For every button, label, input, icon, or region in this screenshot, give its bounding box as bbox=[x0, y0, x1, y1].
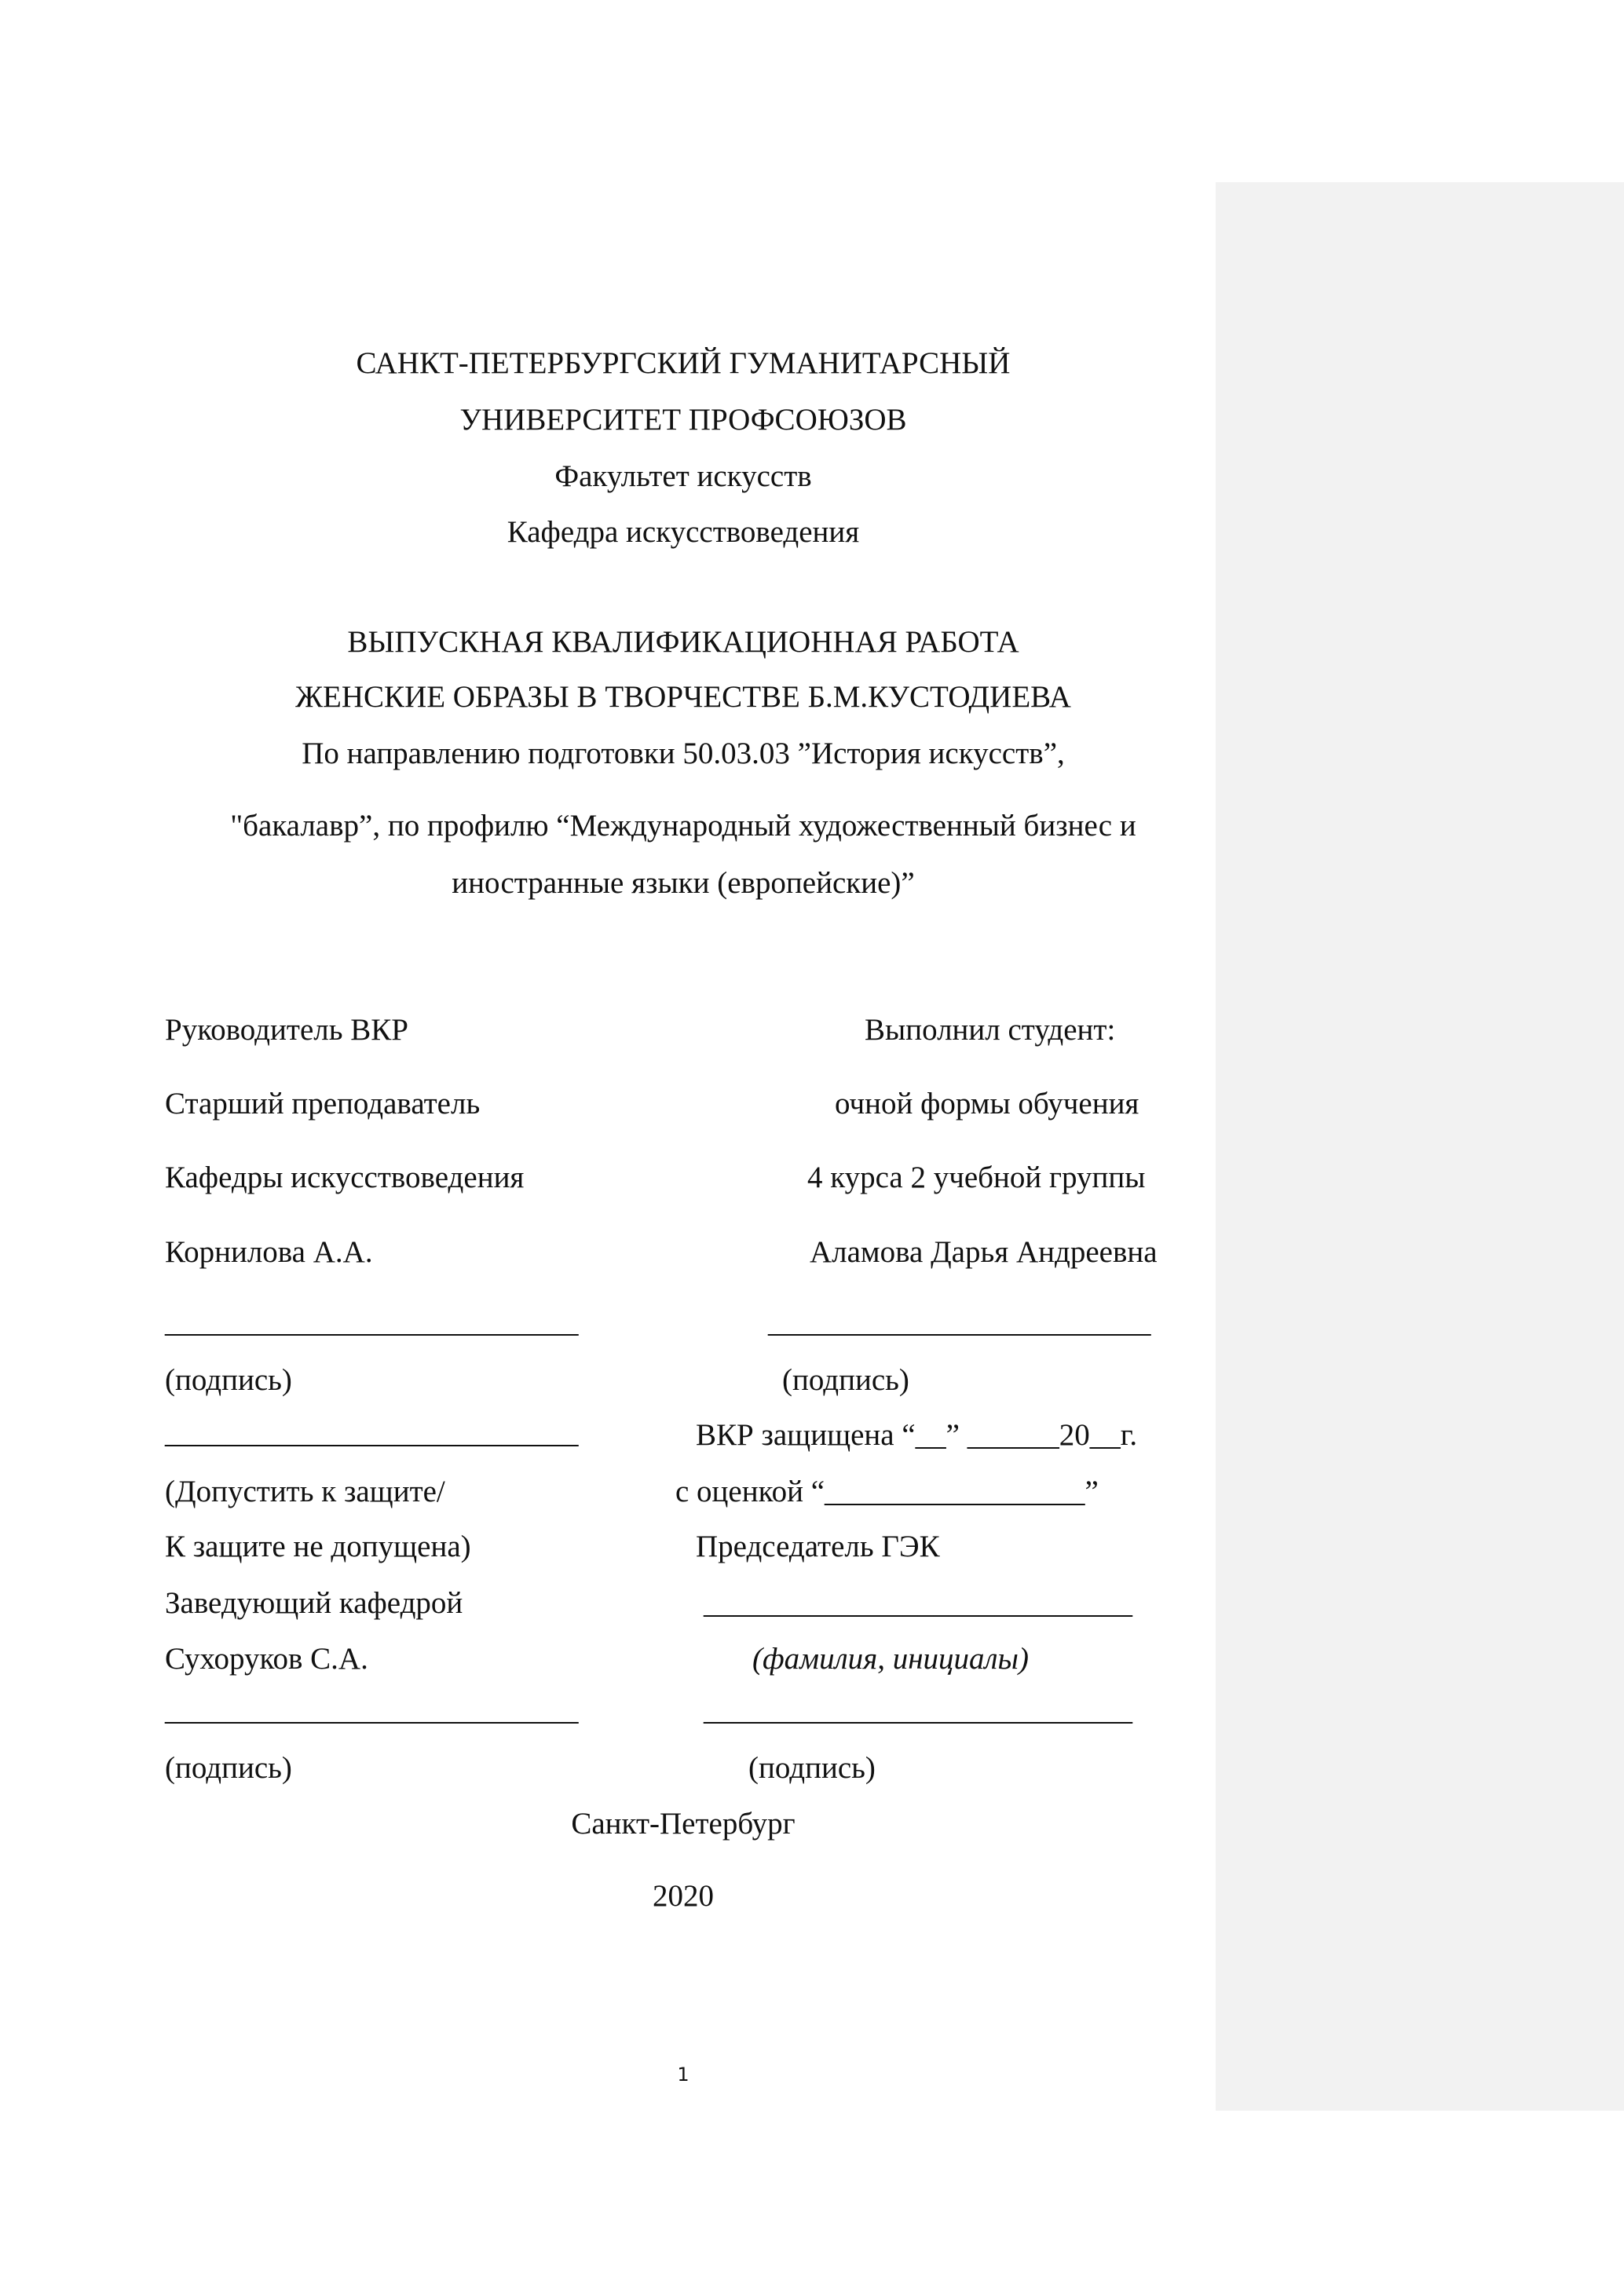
defense-chair-label: Председатель ГЭК bbox=[696, 1530, 940, 1563]
department-name: Кафедра искусствоведения bbox=[507, 515, 860, 549]
head-of-department-signature-label: (подпись) bbox=[165, 1751, 292, 1785]
admission-status-line1: (Допустить к защите/ bbox=[165, 1475, 445, 1508]
student-course-group: 4 курса 2 учебной группы bbox=[807, 1161, 1146, 1194]
defense-chair-signature-line: ____________________________ bbox=[704, 1693, 1132, 1727]
defense-protected-date: ВКР защищена “__” ______20__г. bbox=[696, 1418, 1138, 1452]
head-of-department-label: Заведующий кафедрой bbox=[165, 1586, 463, 1620]
defense-grade: с оценкой “_________________” bbox=[675, 1475, 1099, 1508]
page-number: 1 bbox=[677, 2064, 689, 2086]
student-signature-line: _________________________ bbox=[768, 1305, 1151, 1339]
head-of-department-name: Сухоруков С.А. bbox=[165, 1642, 368, 1676]
supervisor-signature-label: (подпись) bbox=[165, 1363, 292, 1397]
study-direction: По направлению подготовки 50.03.03 ”История искусств”, bbox=[302, 737, 1065, 770]
city: Санкт-Петербург bbox=[571, 1807, 796, 1841]
study-profile-line1: "бакалавр”, по профилю “Международный художественный бизнес и bbox=[230, 809, 1136, 843]
university-name-line2: УНИВЕРСИТЕТ ПРОФСОЮЗОВ bbox=[459, 403, 907, 437]
student-signature-label: (подпись) bbox=[782, 1363, 909, 1397]
admission-status-line2: К защите не допущена) bbox=[165, 1530, 471, 1563]
work-type: ВЫПУСКНАЯ КВАЛИФИКАЦИОННАЯ РАБОТА bbox=[347, 625, 1019, 659]
supervisor-label: Руководитель ВКР bbox=[165, 1013, 408, 1047]
head-of-department-signature-line: ___________________________ bbox=[165, 1693, 579, 1727]
supervisor-name: Корнилова А.А. bbox=[165, 1235, 373, 1269]
university-name-line1: САНКТ-ПЕТЕРБУРГСКИЙ ГУМАНИТАРСНЫЙ bbox=[356, 346, 1011, 380]
defense-chair-hint: (фамилия, инициалы) bbox=[752, 1642, 1029, 1676]
study-profile-line2: иностранные языки (европейские)” bbox=[452, 866, 915, 900]
faculty-name: Факультет искусств bbox=[554, 459, 812, 493]
admission-signature-line: ___________________________ bbox=[165, 1416, 579, 1450]
supervisor-position: Старший преподаватель bbox=[165, 1087, 481, 1121]
supervisor-signature-line: ___________________________ bbox=[165, 1305, 579, 1339]
defense-chair-signature-label: (подпись) bbox=[748, 1751, 876, 1785]
student-study-form: очной формы обучения bbox=[835, 1087, 1139, 1121]
defense-chair-line: ____________________________ bbox=[704, 1586, 1132, 1620]
work-title: ЖЕНСКИЕ ОБРАЗЫ В ТВОРЧЕСТВЕ Б.М.КУСТОДИЕВА bbox=[295, 680, 1071, 714]
year: 2020 bbox=[653, 1879, 714, 1913]
supervisor-department: Кафедры искусствоведения bbox=[165, 1161, 525, 1194]
student-label: Выполнил студент: bbox=[865, 1013, 1116, 1047]
student-name: Аламова Дарья Андреевна bbox=[810, 1235, 1158, 1269]
